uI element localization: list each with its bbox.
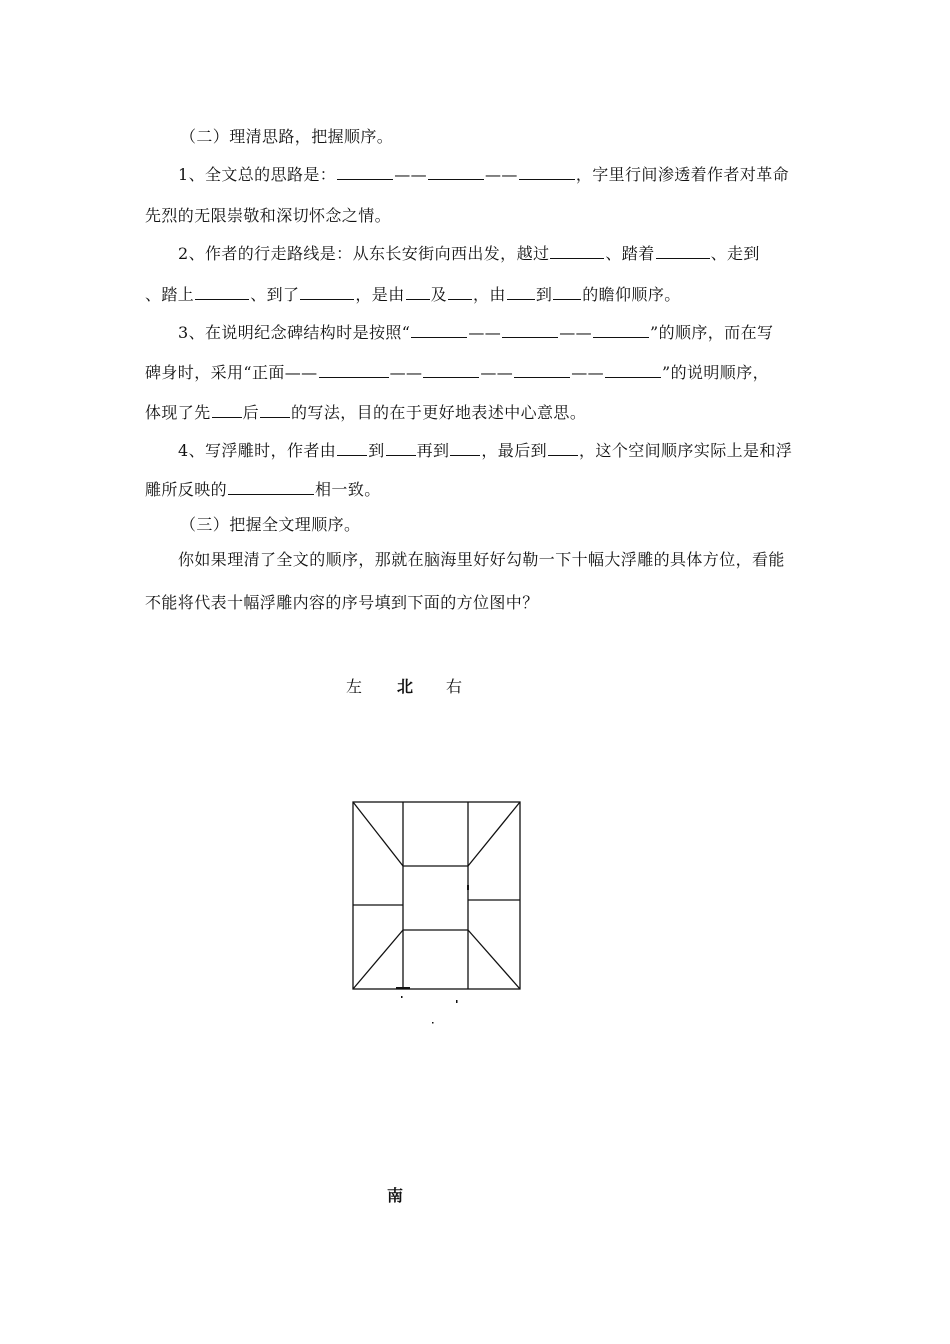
q3-dash-4: ——	[480, 363, 514, 382]
q2-text-i: 到	[535, 285, 553, 304]
q1-dash-1: ——	[394, 165, 427, 184]
q1-text-a: 1、全文总的思路是：	[178, 165, 337, 184]
q2-text-a: 2、作者的行走路线是：从东长安街向西出发，越过	[178, 244, 550, 263]
diagonal-bottom-right	[468, 930, 520, 989]
q4-text-b: 到	[368, 441, 385, 460]
diagonal-top-left	[353, 802, 403, 866]
q3-dash-2: ——	[559, 323, 592, 342]
q3-text-h: 的写法，目的在于更好地表述中心意思。	[291, 403, 587, 422]
q4-text-d: ，最后到	[481, 441, 548, 460]
q2-text-j: 的瞻仰顺序。	[582, 285, 681, 304]
q4-text-c: 再到	[416, 441, 450, 460]
stray-mark	[432, 1022, 434, 1024]
section3-paragraph-line-2: 不能将代表十幅浮雕内容的序号填到下面的方位图中？	[145, 593, 539, 612]
q3-text-g: 后	[242, 403, 260, 422]
q2-text-f: ，是由	[355, 285, 405, 304]
q3-text-e: ”的说明顺序，	[662, 363, 770, 382]
q4-text-a: 4、写浮雕时，作者由	[178, 441, 337, 460]
q2-text-h: ，由	[473, 285, 506, 304]
q3-text-a: 3、在说明纪念碑结构时是按照“	[178, 323, 411, 342]
q2-text-g: 及	[430, 285, 448, 304]
q4-text-e: ，这个空间顺序实际上是和浮	[579, 441, 793, 460]
direction-north-label: 北	[397, 677, 414, 696]
q1-text-b: ，字里行间渗透着作者对革命	[575, 165, 790, 184]
q2-text-b: 、踏着	[605, 244, 655, 263]
q1-dash-2: ——	[485, 165, 518, 184]
q4-text-g: 相一致。	[315, 480, 381, 499]
direction-right-label: 右	[446, 677, 463, 696]
section3-paragraph-line-1: 你如果理清了全文的顺序，那就在脑海里好好勾勒一下十幅大浮雕的具体方位，看能	[178, 550, 785, 569]
stray-mark	[401, 996, 403, 998]
q3-text-b: ”的顺序，而在写	[650, 323, 774, 342]
q3-dash-1: ——	[468, 323, 502, 342]
direction-south-label: 南	[387, 1186, 404, 1205]
q2-text-e: 、到了	[250, 285, 300, 304]
section2-heading: （二）理清思路，把握顺序。	[180, 127, 394, 146]
q3-text-c: 碑身时，采用“正面——	[145, 363, 318, 382]
direction-left-label: 左	[346, 677, 363, 696]
question-1-line-2: 先烈的无限崇敬和深切怀念之情。	[145, 206, 392, 225]
stray-mark	[456, 1000, 458, 1003]
q3-text-f: 体现了先	[145, 403, 211, 422]
q2-text-d: 、踏上	[145, 285, 195, 304]
q3-dash-5: ——	[571, 363, 605, 382]
q4-text-f: 雕所反映的	[145, 480, 228, 499]
q3-dash-3: ——	[389, 363, 423, 382]
diagonal-top-right	[468, 802, 520, 866]
q2-text-c: 、走到	[710, 244, 760, 263]
section3-heading: （三）把握全文理顺序。	[180, 515, 361, 534]
diagonal-bottom-left	[353, 930, 403, 989]
